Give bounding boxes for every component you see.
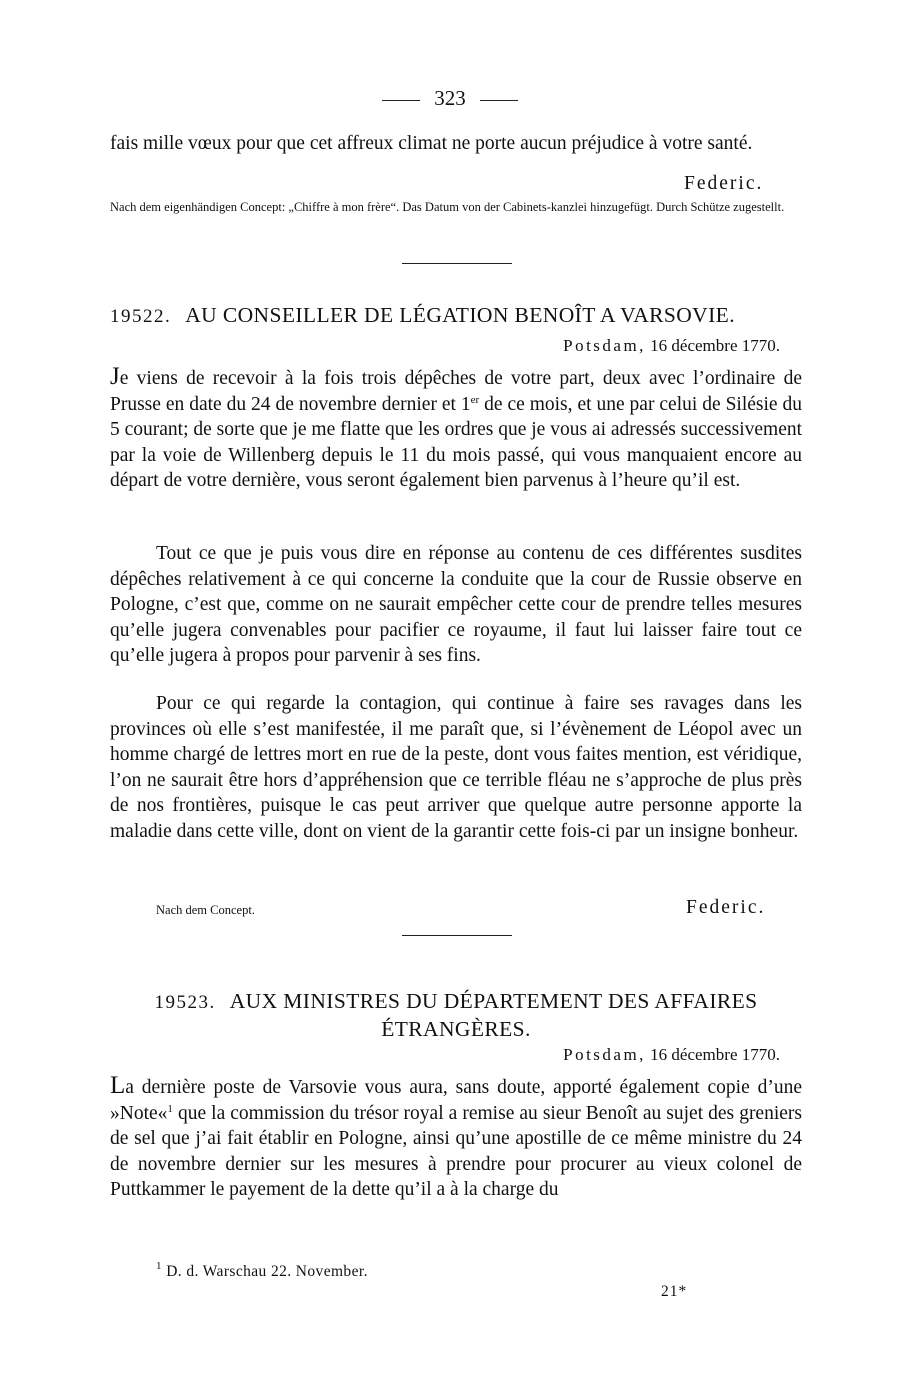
paragraph-text: de ce mois, et une par celui de Silésie du 5 courant; de sorte que je me flatte que les ordres que je vous ai adressés successivement par la voie de Willenberg depuis le 11 du mois passé, qui vous manquaient encore au départ de votre dernière, vous seront également bien parvenus à l’heure qu’il est. xyxy=(110,393,803,492)
footnote-marker: 1 xyxy=(156,1260,162,1272)
dateline-place: Potsdam, xyxy=(563,336,646,355)
editorial-note: Nach dem eigenhändigen Concept: „Chiffre à mon frère“. Das Datum von der Cabinets-kanzlei hinzugefügt. Durch Schütze zugestellt. xyxy=(110,200,785,214)
dateline-date: 16 décembre 1770. xyxy=(650,1045,780,1064)
paragraph-text: a dernière poste de Varsovie vous aura, sans doute, apporté également copie d’une »Note« xyxy=(110,1077,802,1124)
initial-letter: L xyxy=(110,1072,126,1099)
header-dash-left xyxy=(382,100,420,101)
sheet-signature: 21* xyxy=(661,1283,688,1300)
signature-19522: Federic. xyxy=(686,897,766,918)
footnote-reference: 1 xyxy=(167,1102,173,1115)
source-note: Nach dem Concept. xyxy=(156,903,255,917)
continuation-paragraph: fais mille vœux pour que cet affreux climat ne porte aucun préjudice à votre santé. xyxy=(110,133,753,154)
paragraph-text: e viens de recevoir à la fois trois dépêches de votre part, deux avec l’ordinaire de Prusse en date du 24 de novembre dernier et 1 xyxy=(110,368,802,415)
footnote xyxy=(156,1260,368,1281)
letter-19522-paragraph-1 xyxy=(110,364,802,494)
superscript: er xyxy=(470,393,480,406)
letter-19523-dateline xyxy=(563,1045,780,1065)
page-header xyxy=(0,86,900,111)
letter-title: AU CONSEILLER DE LÉGATION BENOÎT A VARSOVIE. xyxy=(185,303,735,327)
section-divider-1 xyxy=(402,263,512,264)
initial-letter: J xyxy=(110,363,120,390)
letter-19522-paragraph-3: Pour ce qui regarde la contagion, qui continue à faire ses ravages dans les provinces où elle s’est manifestée, il me paraît que, si l’évènement de Léopol avec un homme chargé de lettres mort en rue de la peste, dont vous faites mention, est véridique, l’on ne saurait être hors d’appréhension que ce terrible fléau ne s’approche de plus près de nos frontières, puisque le cas peut arriver que quelque autre personne apporte la maladie dans cette ville, dont on vient de la garantir cette fois-ci par un insigne bonheur. xyxy=(110,693,802,842)
header-dash-right xyxy=(480,100,518,101)
letter-number: 19523. xyxy=(154,992,216,1013)
signature-top: Federic. xyxy=(684,173,764,194)
paragraph-text: que la commission du trésor royal a remise au sieur Benoît au sujet des greniers de sel que j’ai fait établir en Pologne, ainsi qu’une apostille de ce même ministre du 24 de novembre dernier sur les mesures à prendre pour procurer au vieux colonel de Puttkammer le payement de la dette qu’il a à la charge du xyxy=(110,1102,802,1201)
letter-number: 19522. xyxy=(110,306,172,327)
letter-19523-heading xyxy=(110,988,802,1042)
letter-19522-heading xyxy=(110,302,802,330)
dateline-place: Potsdam, xyxy=(563,1045,646,1064)
dateline-date: 16 décembre 1770. xyxy=(650,336,780,355)
letter-19522-dateline xyxy=(563,336,780,356)
footnote-text: D. d. Warschau 22. November. xyxy=(166,1263,368,1280)
page-number: 323 xyxy=(434,86,466,110)
letter-19522-paragraph-2: Tout ce que je puis vous dire en réponse au contenu de ces différentes susdites dépêches relativement à ce qui concerne la conduite que la cour de Russie observe en Pologne, c’est que, comme on ne saurait empêcher cette cour de prendre telles mesures qu’elle jugera convenables pour pacifier ce royaume, il faut lui laisser faire tout ce qu’elle jugera à propos pour parvenir à ses fins. xyxy=(110,543,802,667)
section-divider-2 xyxy=(402,935,512,936)
letter-title: AUX MINISTRES DU DÉPARTEMENT DES AFFAIRES ÉTRANGÈRES. xyxy=(229,989,758,1041)
letter-19523-paragraph-1 xyxy=(110,1073,802,1203)
